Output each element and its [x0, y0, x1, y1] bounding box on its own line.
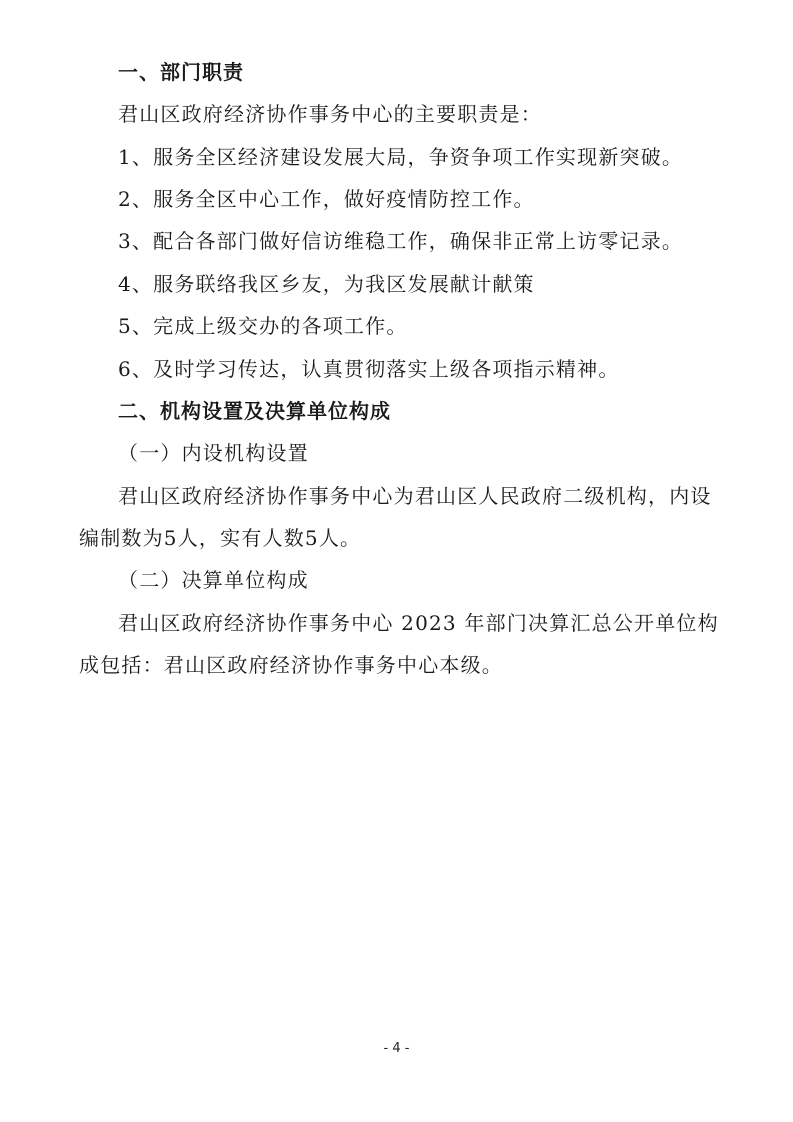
section1-heading: 一、部门职责 [118, 60, 244, 84]
duty-item-6: 6、及时学习传达，认真贯彻落实上级各项指示精神。 [118, 357, 620, 381]
duty-item-3: 3、配合各部门做好信访维稳工作，确保非正常上访零记录。 [118, 229, 684, 253]
duty-item-4: 4、服务联络我区乡友，为我区发展献计献策 [118, 272, 535, 296]
duty-item-1: 1、服务全区经济建设发展大局，争资争项工作实现新突破。 [118, 145, 684, 169]
subsection1-paragraph-line1: 君山区政府经济协作事务中心为君山区人民政府二级机构，内设 [118, 484, 712, 508]
section1-intro: 君山区政府经济协作事务中心的主要职责是： [118, 102, 542, 126]
page-number: - 4 - [383, 1041, 410, 1056]
subsection1-paragraph-line2: 编制数为5人，实有人数5人。 [79, 526, 362, 550]
subsection2-paragraph-line2: 成包括：君山区政府经济协作事务中心本级。 [79, 653, 503, 677]
subsection2-paragraph-line1: 君山区政府经济协作事务中心 2023 年部门决算汇总公开单位构 [118, 611, 719, 635]
duty-item-5: 5、完成上级交办的各项工作。 [118, 314, 408, 338]
duty-item-2: 2、服务全区中心工作，做好疫情防控工作。 [118, 187, 535, 211]
subsection1-title: （一）内设机构设置 [118, 441, 309, 465]
subsection2-title: （二）决算单位构成 [118, 568, 309, 592]
section2-heading: 二、机构设置及决算单位构成 [118, 399, 391, 423]
